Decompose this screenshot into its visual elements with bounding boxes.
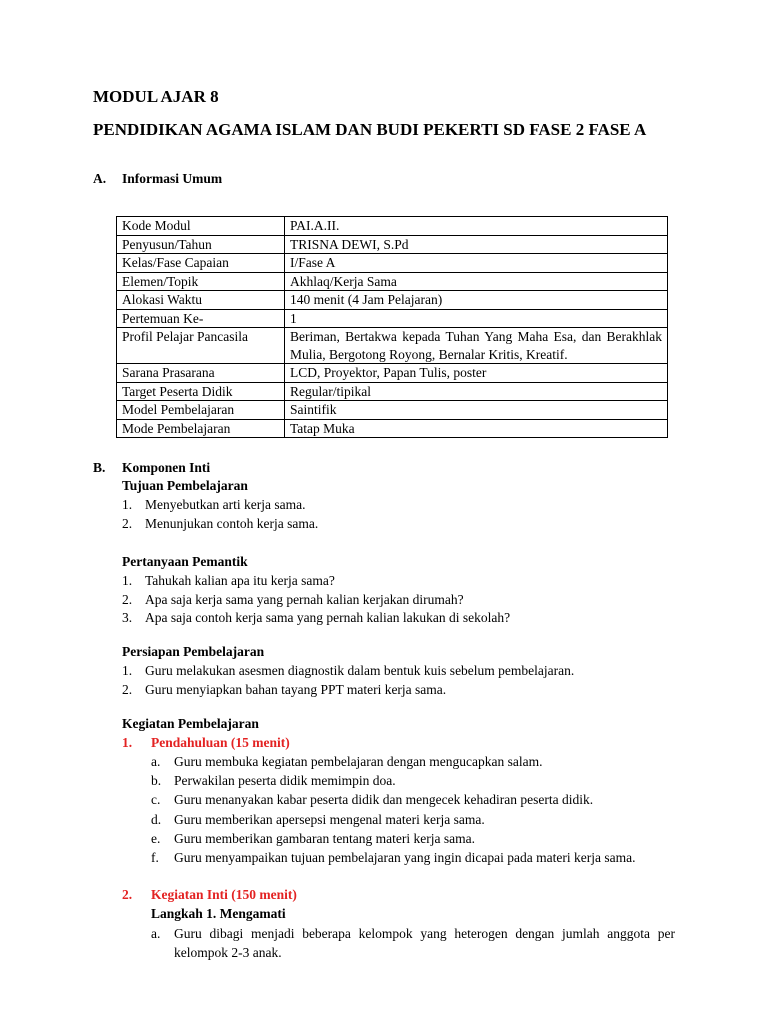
step1-number: 1.: [122, 735, 133, 750]
list-item: [122, 572, 510, 591]
list-item: [151, 810, 675, 829]
info-value: LCD, Proyektor, Papan Tulis, poster: [285, 364, 668, 383]
info-key: Target Peserta Didik: [117, 382, 285, 401]
info-key: Profil Pelajar Pancasila: [117, 328, 285, 364]
list-item-text: Guru memberikan apersepsi mengenal materi kerja sama.: [174, 811, 485, 827]
list-item-text: Guru menyampaikan tujuan pembelajaran yang ingin dicapai pada materi kerja sama.: [174, 850, 636, 866]
list-item-number: 1.: [122, 496, 133, 512]
section-a-title: Informasi Umum: [122, 171, 223, 186]
info-row: [117, 272, 668, 291]
kegiatan-heading-block: [122, 715, 259, 734]
info-value: 140 menit (4 Jam Pelajaran): [285, 291, 668, 310]
info-value: Regular/tipikal: [285, 382, 668, 401]
persiapan-list: [122, 662, 574, 700]
tujuan-list: [122, 496, 318, 534]
list-item: [122, 662, 574, 681]
section-b-heading: [93, 459, 210, 477]
list-item-number: b.: [151, 773, 162, 789]
step-kegiatan-inti: [122, 886, 297, 905]
info-value: 1: [285, 309, 668, 328]
info-value: Tatap Muka: [285, 419, 668, 438]
info-key: Pertemuan Ke-: [117, 309, 285, 328]
info-row: [117, 235, 668, 254]
list-item-number: 2.: [122, 515, 133, 531]
step2-number: 2.: [122, 887, 133, 902]
pemantik-list: [122, 572, 510, 628]
list-item: [151, 829, 675, 848]
persiapan-heading: Persiapan Pembelajaran: [122, 644, 265, 659]
info-key: Kelas/Fase Capaian: [117, 254, 285, 273]
list-item: [151, 771, 675, 790]
list-item: [122, 591, 510, 610]
info-value: I/Fase A: [285, 254, 668, 273]
section-b-title: Komponen Inti: [122, 460, 211, 475]
langkah1-list: [151, 924, 675, 962]
list-item-text: Guru menyiapkan bahan tayang PPT materi kerja sama.: [145, 681, 447, 697]
list-item-number: a.: [151, 754, 161, 769]
list-item-number: d.: [151, 811, 162, 827]
list-item: [151, 848, 675, 867]
list-item-text: Guru menanyakan kabar peserta didik dan mengecek kehadiran peserta didik.: [174, 792, 594, 808]
list-item-text: Guru dibagi menjadi beberapa kelompok yang heterogen dengan jumlah anggota per kelompok 2-3 anak.: [174, 926, 675, 961]
list-item: [122, 681, 574, 700]
module-subtitle: PENDIDIKAN AGAMA ISLAM DAN BUDI PEKERTI SD FASE 2 FASE A: [93, 120, 647, 139]
section-b-letter: B.: [93, 460, 106, 475]
info-value: Saintifik: [285, 401, 668, 420]
info-key: Alokasi Waktu: [117, 291, 285, 310]
info-value: Beriman, Bertakwa kepada Tuhan Yang Maha Esa, dan Berakhlak Mulia, Bergotong Royong, Bernalar Kritis, Kreatif.: [285, 328, 668, 364]
info-row: [117, 309, 668, 328]
section-a-letter: A.: [93, 171, 107, 186]
list-item-number: 2.: [122, 591, 133, 607]
list-item-text: Guru melakukan asesmen diagnostik dalam bentuk kuis sebelum pembelajaran.: [145, 662, 575, 678]
list-item-text: Perwakilan peserta didik memimpin doa.: [174, 773, 396, 789]
list-item: [151, 752, 675, 771]
step-pendahuluan: [122, 734, 290, 753]
langkah1-heading: Langkah 1. Mengamati: [151, 906, 286, 921]
info-value: TRISNA DEWI, S.Pd: [285, 235, 668, 254]
info-value: PAI.A.II.: [285, 217, 668, 236]
list-item: [122, 496, 318, 515]
info-row: [117, 401, 668, 420]
info-key: Model Pembelajaran: [117, 401, 285, 420]
kegiatan-heading: Kegiatan Pembelajaran: [122, 716, 259, 731]
list-item-number: 3.: [122, 610, 133, 626]
pemantik-heading: Pertanyaan Pemantik: [122, 554, 248, 569]
info-row: [117, 291, 668, 310]
info-key: Kode Modul: [117, 217, 285, 236]
list-item: [122, 609, 510, 628]
info-key: Mode Pembelajaran: [117, 419, 285, 438]
step1-label: Pendahuluan (15 menit): [151, 735, 290, 750]
info-row: [117, 364, 668, 383]
list-item-number: 1.: [122, 662, 133, 678]
info-value: Akhlaq/Kerja Sama: [285, 272, 668, 291]
info-key: Sarana Prasarana: [117, 364, 285, 383]
module-title: MODUL AJAR 8: [93, 87, 219, 106]
list-item-text: Apa saja kerja sama yang pernah kalian kerjakan dirumah?: [145, 591, 464, 607]
list-item-text: Guru membuka kegiatan pembelajaran dengan mengucapkan salam.: [174, 754, 543, 769]
list-item-number: e.: [151, 830, 161, 846]
list-item-text: Menyebutkan arti kerja sama.: [145, 496, 306, 512]
info-key: Penyusun/Tahun: [117, 235, 285, 254]
section-a-heading: [93, 170, 222, 188]
info-row: [117, 419, 668, 438]
list-item-number: a.: [151, 926, 161, 941]
list-item: [151, 790, 675, 809]
tujuan-block: [122, 477, 318, 533]
pendahuluan-list: [151, 752, 675, 867]
info-row: [117, 382, 668, 401]
list-item-number: 2.: [122, 681, 133, 697]
list-item-number: 1.: [122, 572, 133, 588]
info-row: [117, 217, 668, 236]
list-item-text: Apa saja contoh kerja sama yang pernah kalian lakukan di sekolah?: [145, 610, 511, 626]
info-row: [117, 254, 668, 273]
list-item: [151, 924, 675, 962]
list-item-number: f.: [151, 850, 159, 866]
list-item-number: c.: [151, 792, 161, 808]
list-item-text: Tahukah kalian apa itu kerja sama?: [145, 572, 335, 588]
persiapan-block: [122, 643, 574, 699]
info-key: Elemen/Topik: [117, 272, 285, 291]
tujuan-heading: Tujuan Pembelajaran: [122, 478, 248, 493]
step2-label: Kegiatan Inti (150 menit): [151, 887, 297, 902]
list-item-text: Menunjukan contoh kerja sama.: [145, 515, 319, 531]
info-row: [117, 328, 668, 364]
list-item-text: Guru memberikan gambaran tentang materi kerja sama.: [174, 830, 476, 846]
pemantik-block: [122, 553, 510, 628]
info-table: [116, 216, 668, 438]
list-item: [122, 515, 318, 534]
